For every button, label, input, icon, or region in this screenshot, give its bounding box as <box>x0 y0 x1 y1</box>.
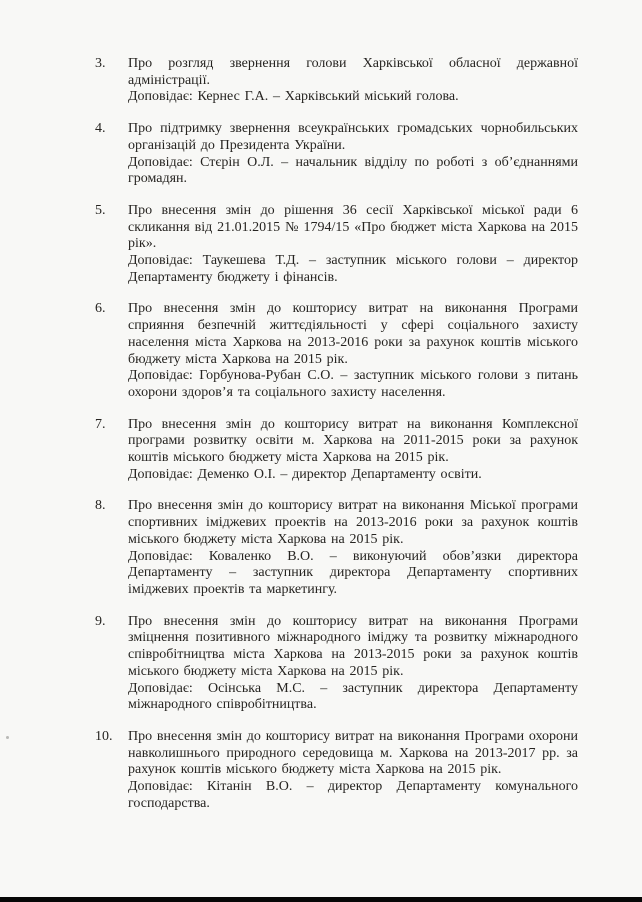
item-reporter: Доповідає: Коваленко В.О. – виконуючий обов’язки директора Департаменту – заступник директора Департаменту спортивних іміджевих проектів та маркетингу. <box>128 548 578 597</box>
item-number: 9. <box>95 613 106 629</box>
item-reporter: Доповідає: Горбунова-Рубан С.О. – заступник міського голови з питань охорони здоров’я та соціального захисту населення. <box>128 368 578 400</box>
item-title: Про внесення змін до кошторису витрат на виконання Програми сприяння безпечній життєдіяльності у сфері соціального захисту населення міста Харкова на 2013-2016 роки за рахунок коштів міського бюджету міста Харкова на 2015 рік. <box>128 301 578 367</box>
scan-artifact-speck <box>6 736 9 739</box>
item-number: 8. <box>95 498 106 514</box>
agenda-item-9 <box>95 614 578 714</box>
item-reporter: Доповідає: Кернес Г.А. – Харківський міський голова. <box>128 89 459 105</box>
agenda-item-7 <box>95 417 578 484</box>
agenda-item-4 <box>95 121 578 188</box>
agenda-item-10 <box>95 729 578 813</box>
item-number: 4. <box>95 121 106 137</box>
item-number: 5. <box>95 202 106 218</box>
item-reporter: Доповідає: Деменко О.І. – директор Департаменту освіти. <box>128 466 482 482</box>
item-title: Про внесення змін до кошторису витрат на виконання Комплексної програми розвитку освіти м. Харкова на 2011-2015 роки за рахунок коштів міського бюджету міста Харкова на 2015 рік. <box>128 416 578 466</box>
agenda-item-3 <box>95 56 578 106</box>
item-body <box>128 56 578 106</box>
agenda-item-5 <box>95 203 578 287</box>
item-body <box>128 417 578 484</box>
item-reporter: Доповідає: Осінська М.С. – заступник директора Департаменту міжнародного співробітництва. <box>128 680 578 713</box>
item-number: 3. <box>95 56 106 71</box>
item-body <box>128 301 578 401</box>
item-title: Про внесення змін до рішення 36 сесії Харківської міської ради 6 скликання від 21.01.2015 № 1794/15 «Про бюджет міста Харкова на 2015 рік». <box>128 202 578 252</box>
item-title: Про внесення змін до кошторису витрат на виконання Міської програми спортивних іміджевих проектів на 2013-2016 роки за рахунок коштів міського бюджету міста Харкова на 2015 рік. <box>128 498 578 547</box>
item-reporter: Доповідає: Таукешева Т.Д. – заступник міського голови – директор Департаменту бюджету і фінансів. <box>128 253 578 285</box>
agenda-item-8 <box>95 498 578 598</box>
item-number: 6. <box>95 301 106 317</box>
item-body <box>128 203 578 287</box>
item-title: Про підтримку звернення всеукраїнських громадських чорнобильських організацій до Президента України. <box>128 121 578 153</box>
item-number: 10. <box>95 728 113 744</box>
item-body <box>128 498 578 598</box>
item-reporter: Доповідає: Кітанін В.О. – директор Департаменту комунального господарства. <box>128 779 578 811</box>
item-reporter: Доповідає: Стєрін О.Л. – начальник відділу по роботі з об’єднаннями громадян. <box>128 154 578 187</box>
item-body <box>128 729 578 813</box>
item-body <box>128 614 578 714</box>
agenda-content <box>95 56 578 827</box>
scanner-edge-bar <box>0 897 642 902</box>
agenda-item-6 <box>95 301 578 401</box>
item-title: Про внесення змін до кошторису витрат на виконання Програми охорони навколишнього природного середовища м. Харкова на 2013-2017 рр. за рахунок коштів міського бюджету міста Харкова на 2015 рік. <box>128 728 578 778</box>
item-title: Про розгляд звернення голови Харківської обласної державної адміністрації. <box>128 56 578 88</box>
agenda-list <box>95 56 578 812</box>
item-title: Про внесення змін до кошторису витрат на виконання Програми зміцнення позитивного міжнародного іміджу та розвитку міжнародного співробітництва міста Харкова на 2013-2015 роки за рахунок коштів міського бюджету міста Харкова на 2015 рік. <box>128 613 578 679</box>
item-number: 7. <box>95 416 106 432</box>
item-body <box>128 121 578 188</box>
